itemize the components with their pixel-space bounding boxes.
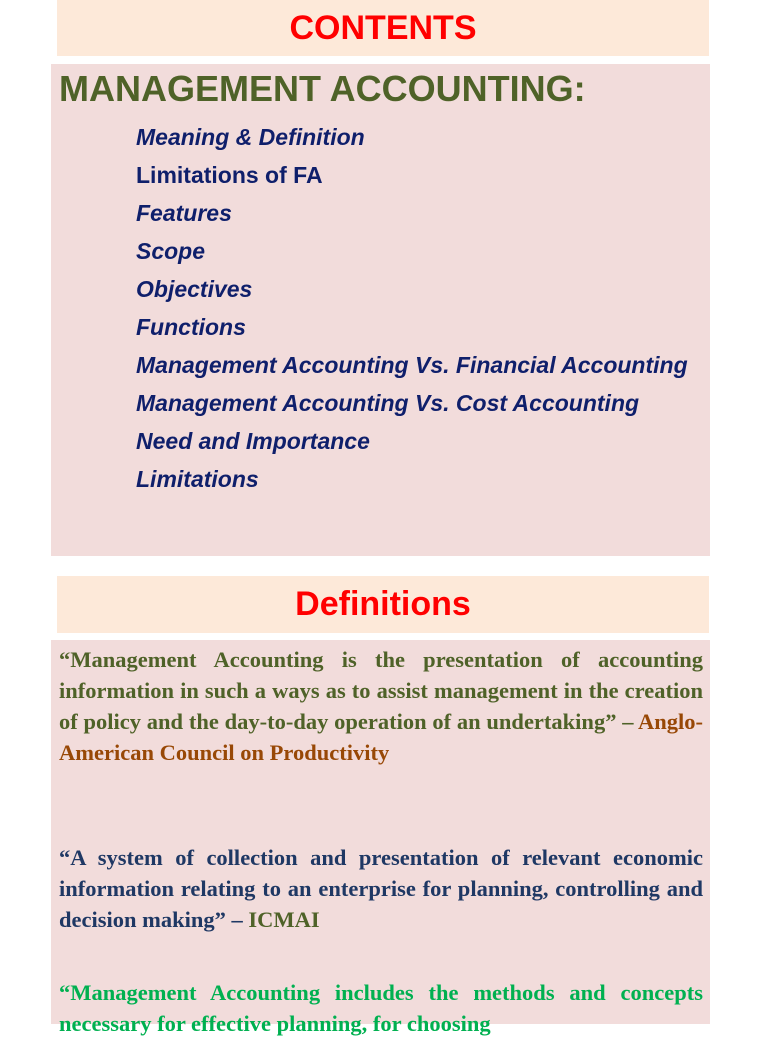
list-item: Need and Importance bbox=[136, 428, 370, 454]
list-item: Meaning & Definition bbox=[136, 124, 365, 150]
definition-quote: “Management Accounting includes the methods and concepts necessary for effective planning, for choosing bbox=[59, 980, 703, 1036]
list-item: Scope bbox=[136, 238, 206, 264]
list-item: Objectives bbox=[136, 276, 253, 302]
list-item: Features bbox=[136, 200, 232, 226]
definition-quote: “Management Accounting is the presentation of accounting information in such a ways as to assist management in the creation of policy and the day-to-day operation of an undertaking” – bbox=[59, 647, 703, 734]
list-item: Management Accounting Vs. Financial Accounting bbox=[136, 352, 688, 378]
section-heading: MANAGEMENT ACCOUNTING: bbox=[59, 68, 586, 109]
contents-title-band bbox=[57, 0, 709, 56]
list-item: Management Accounting Vs. Cost Accounting bbox=[136, 390, 640, 416]
list-item: Limitations of FA bbox=[136, 162, 323, 188]
list-item: Functions bbox=[136, 314, 246, 340]
definition-paragraph bbox=[59, 842, 703, 935]
definition-paragraph bbox=[59, 977, 703, 1039]
definition-source: ICMAI bbox=[248, 907, 320, 932]
definitions-panel bbox=[51, 640, 710, 1036]
list-item: Limitations bbox=[136, 466, 259, 492]
definition-source: Anglo-American Council on Productivity bbox=[59, 709, 703, 765]
contents-panel bbox=[51, 64, 710, 556]
contents-title: CONTENTS bbox=[289, 8, 477, 47]
definition-quote: “A system of collection and presentation of relevant economic information relating to an enterprise for planning, controlling and decision making” – bbox=[59, 845, 703, 932]
definitions-title: Definitions bbox=[295, 585, 471, 623]
contents-list bbox=[136, 122, 703, 502]
definition-paragraph bbox=[59, 644, 703, 768]
definitions-title-band bbox=[57, 576, 709, 633]
